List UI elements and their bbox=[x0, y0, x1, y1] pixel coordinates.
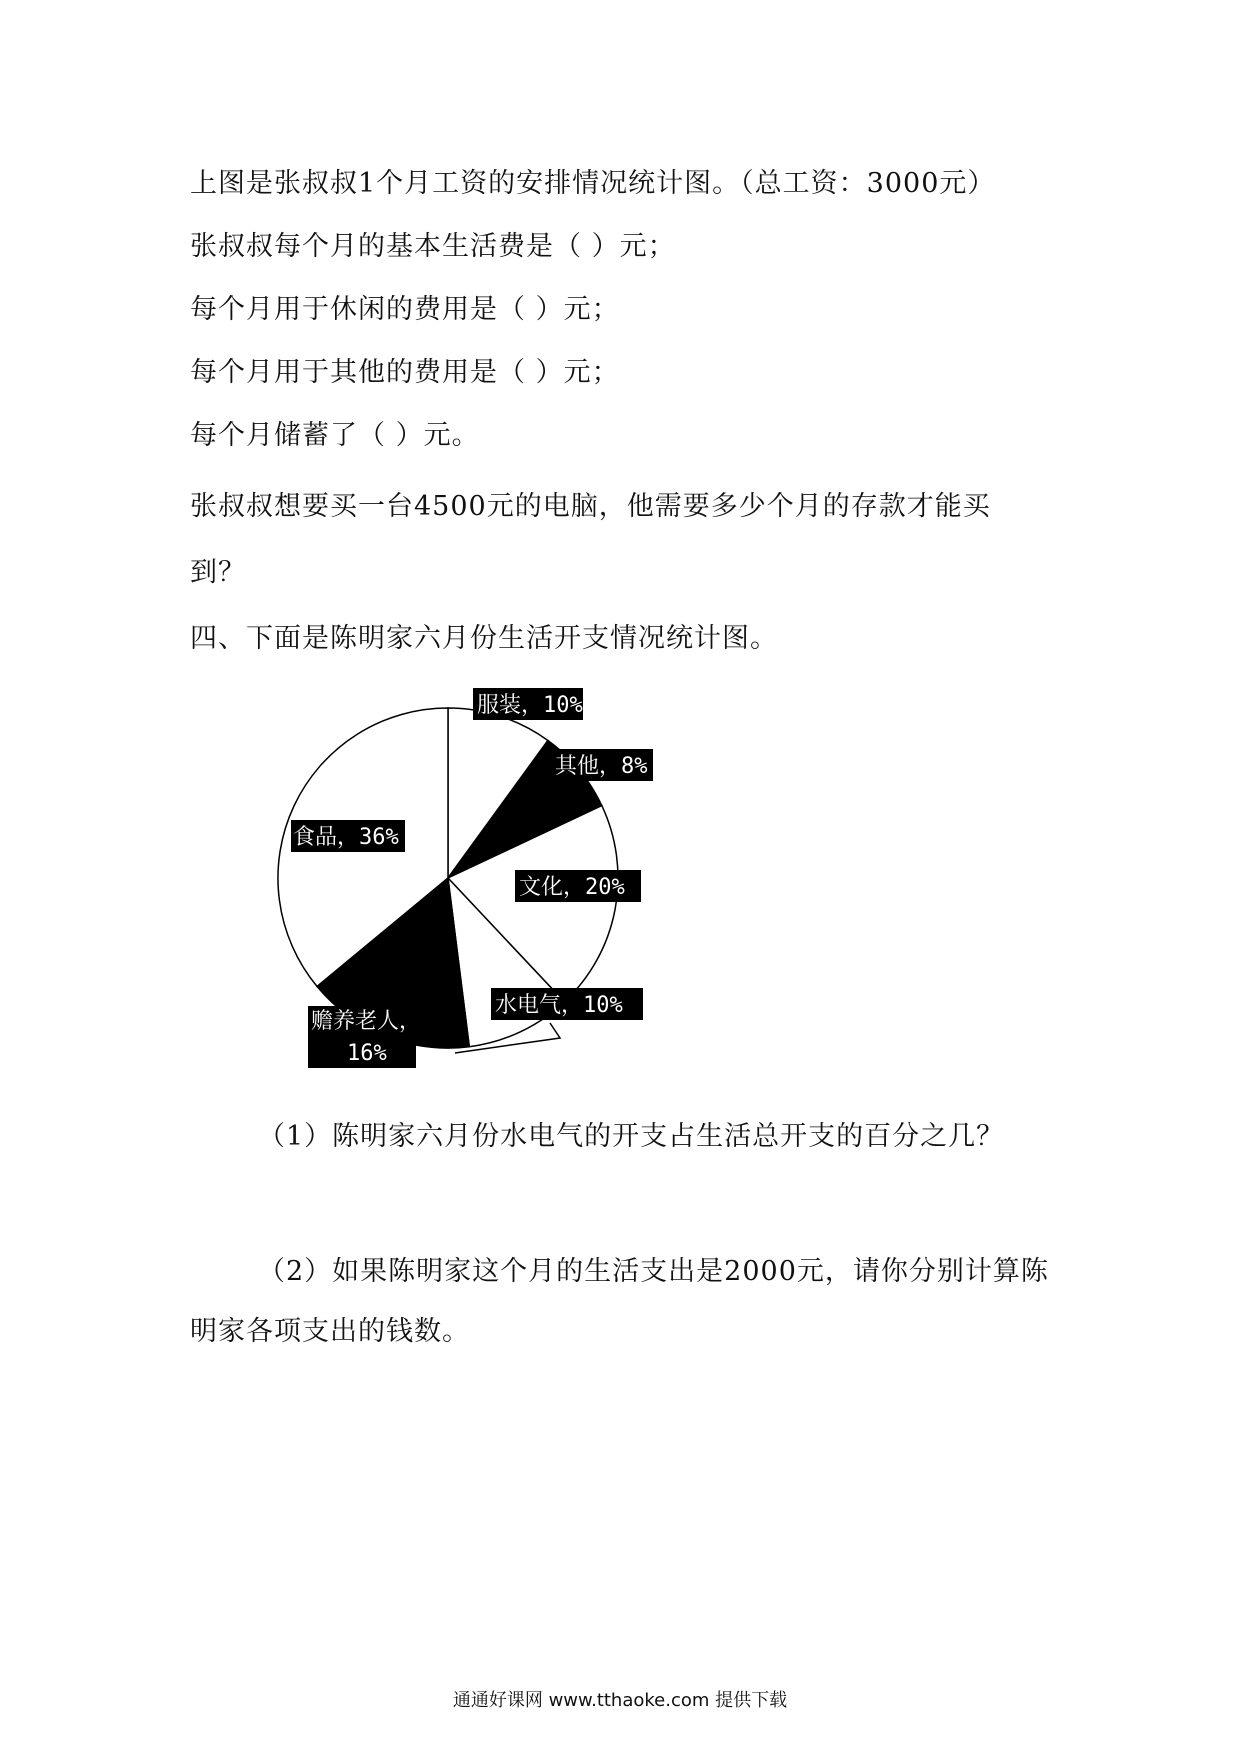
question-computer-line1: 张叔叔想要买一台4500元的电脑，他需要多少个月的存款才能买 bbox=[190, 491, 991, 522]
label-utilities: 水电气，10% bbox=[495, 993, 623, 1018]
question-2-line1: （2）如果陈明家这个月的生活支出是2000元，请你分别计算陈 bbox=[258, 1256, 1049, 1287]
label-elderly-line1: 赡养老人， bbox=[311, 1009, 422, 1034]
question-savings: 每个月储蓄了（ ）元。 bbox=[190, 420, 480, 451]
question-computer-line2: 到？ bbox=[190, 557, 246, 588]
label-food: 食品，36% bbox=[293, 825, 399, 850]
question-other-cost: 每个月用于其他的费用是（ ）元； bbox=[190, 357, 620, 388]
label-culture: 文化，20% bbox=[519, 875, 625, 900]
label-elderly-line2: 16% bbox=[347, 1041, 387, 1066]
section4-heading: 四、下面是陈明家六月份生活开支情况统计图。 bbox=[190, 623, 778, 654]
question-leisure-cost: 每个月用于休闲的费用是（ ）元； bbox=[190, 294, 620, 325]
question-2-line2: 明家各项支出的钱数。 bbox=[190, 1316, 470, 1347]
pie-chart bbox=[255, 688, 675, 1068]
label-other: 其他，8% bbox=[555, 754, 648, 779]
label-clothing: 服装，10% bbox=[477, 693, 583, 718]
footer-watermark: 通通好课网 www.tthaoke.com 提供下载 bbox=[452, 1690, 788, 1711]
question-1: （1）陈明家六月份水电气的开支占生活总开支的百分之几？ bbox=[258, 1121, 1005, 1152]
intro-text: 上图是张叔叔1个月工资的安排情况统计图。（总工资：3000元） bbox=[190, 168, 996, 199]
question-living-cost: 张叔叔每个月的基本生活费是（ ）元； bbox=[190, 231, 676, 262]
